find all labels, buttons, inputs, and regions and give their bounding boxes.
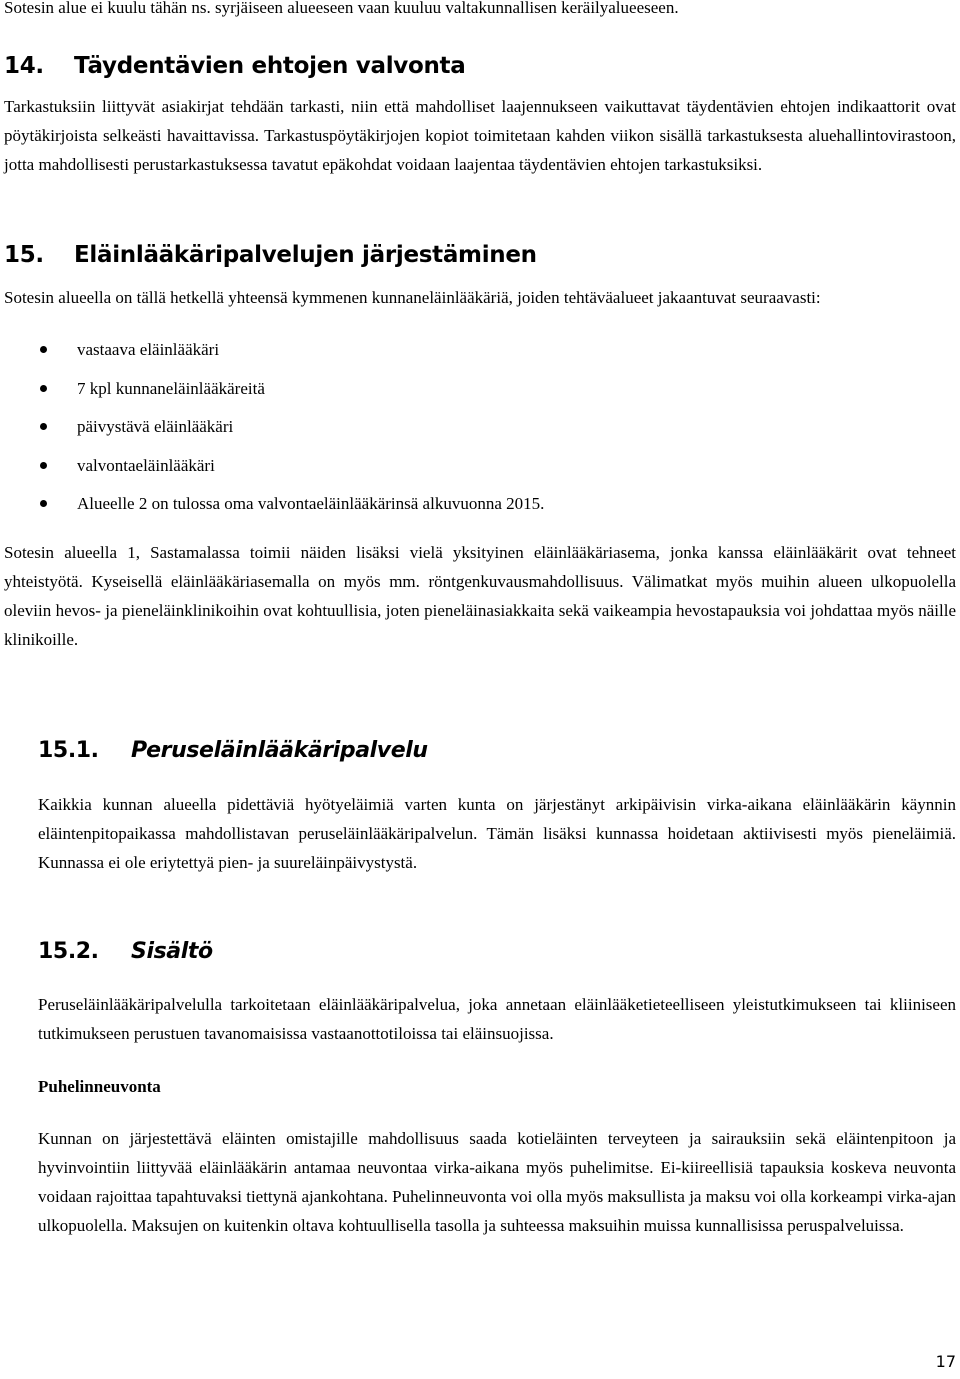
bullet-icon — [40, 346, 47, 353]
list-item — [4, 489, 956, 528]
section-15-2 — [38, 937, 956, 1240]
section-15-2-heading — [38, 937, 956, 967]
list-item — [4, 451, 956, 490]
section-15-intro: Sotesin alueella on tällä hetkellä yhteensä kymmenen kunnaneläinlääkäriä, joiden tehtäväalueet jakaantuvat seuraavasti: — [4, 288, 821, 307]
bullet-icon — [40, 385, 47, 392]
top-line-text: Sotesin alue ei kuulu tähän ns. syrjäiseen alueeseen vaan kuuluu valtakunnallisen keräilyalueeseen. — [4, 0, 679, 17]
list-item-text: vastaava eläinlääkäri — [77, 340, 220, 359]
section-15 — [4, 239, 956, 654]
section-15-body: Sotesin alueella 1, Sastamalassa toimii näiden lisäksi vielä yksityinen eläinlääkäriasema, jonka kanssa eläinlääkärit ovat tehneet yhteistyötä. Kyseisellä eläinlääkäriasemalla on myös mm. röntgenkuvausmahdollisuus. Välimatkat myös muihin alueen ulkopuolella oleviin hevos- ja pieneläinklinikoihin ovat kohtuullisia, joten pieneläinasiakkaita sekä vaikeampia hevostapauksia voi johdattaa myös näille klinikoille. — [4, 542, 956, 649]
section-14-title: Täydentävien ehtojen valvonta — [74, 53, 466, 79]
list-item — [4, 412, 956, 451]
subheading-puhelinneuvonta: Puhelinneuvonta — [38, 1077, 161, 1096]
section-15-2-title: Sisältö — [131, 939, 213, 964]
list-item-text: 7 kpl kunnaneläinlääkäreitä — [77, 378, 265, 398]
section-14-number: 14. — [4, 53, 44, 79]
bullet-icon — [40, 500, 47, 507]
page-number: 17 — [935, 1352, 956, 1371]
section-15-title: Eläinlääkäripalvelujen järjestäminen — [74, 242, 537, 268]
bullet-icon — [40, 423, 47, 430]
section-14-body: Tarkastuksiin liittyvät asiakirjat tehdään tarkasti, niin että mahdolliset laajennukseen vaikuttavat täydentävien ehtojen indikaattorit ovat pöytäkirjoista selkeästi havaittavissa. Tarkastuspöytäkirjojen kopiot toimitetaan kahden viikon sisällä tarkastuksesta aluehallintovirastoon, jotta mahdollisesti perustarkastuksessa tavatut epäkohdat voidaan laajentaa täydentävien ehtojen tarkastuksiksi. — [4, 97, 956, 174]
list-item-text: Alueelle 2 on tulossa oma valvontaeläinlääkärinsä alkuvuonna 2015. — [77, 494, 545, 513]
top-line — [4, 0, 956, 22]
section-15-1 — [38, 736, 956, 877]
list-item — [4, 374, 956, 413]
section-15-1-number: 15.1. — [38, 738, 99, 763]
section-15-1-body: Kaikkia kunnan alueella pidettäviä hyötyeläimiä varten kunta on järjestänyt arkipäivisin virka-aikana eläinlääkärin käynnin eläintenpitopaikassa mahdollistavan peruseläinlääkäripalvelun. Tämän lisäksi kunnassa hoidetaan aktiivisesti myös pieneläimiä. Kunnassa ei ole eriytettyä pien- ja suureläinpäivystystä. — [38, 795, 956, 872]
section-15-2-number: 15.2. — [38, 939, 99, 964]
puhelinneuvonta-body: Kunnan on järjestettävä eläinten omistajille mahdollisuus saada kotieläinten terveyteen ja sairauksiin sekä eläintenpitoon ja hyvinvointiin liittyvää eläinlääkärin antamaa neuvontaa virka-aikana myös puhelimitse. Ei-kiireellisiä tapauksia koskeva neuvonta voidaan rajoittaa tapahtuvaksi tiettynä ajankohtana. Puhelinneuvonta voi olla myös maksullista ja maksu voi olla korkeampi virka-ajan ulkopuolella. Maksujen on kuitenkin oltava kohtuullisella tasolla ja suhteessa maksuihin muissa kunnallisissa peruspalveluissa. — [38, 1129, 956, 1235]
section-15-1-heading — [38, 736, 956, 766]
bullet-icon — [40, 462, 47, 469]
section-14 — [4, 50, 956, 179]
section-15-2-body: Peruseläinlääkäripalvelulla tarkoitetaan eläinlääkäripalvelua, joka annetaan eläinlääketieteelliseen yleistutkimukseen tai kliiniseen tutkimukseen perustuen tavanomaisissa vastaanottotiloissa tai eläinsuojissa. — [38, 995, 956, 1043]
list-item-text: valvontaeläinlääkäri — [77, 455, 215, 475]
list-item-text: päivystävä eläinlääkäri — [77, 417, 234, 436]
list-item — [4, 335, 956, 374]
section-15-1-title: Peruseläinlääkäripalvelu — [131, 738, 428, 763]
section-15-number: 15. — [4, 242, 44, 268]
task-list — [4, 335, 956, 528]
section-14-heading — [4, 50, 956, 82]
section-15-heading — [4, 239, 956, 271]
